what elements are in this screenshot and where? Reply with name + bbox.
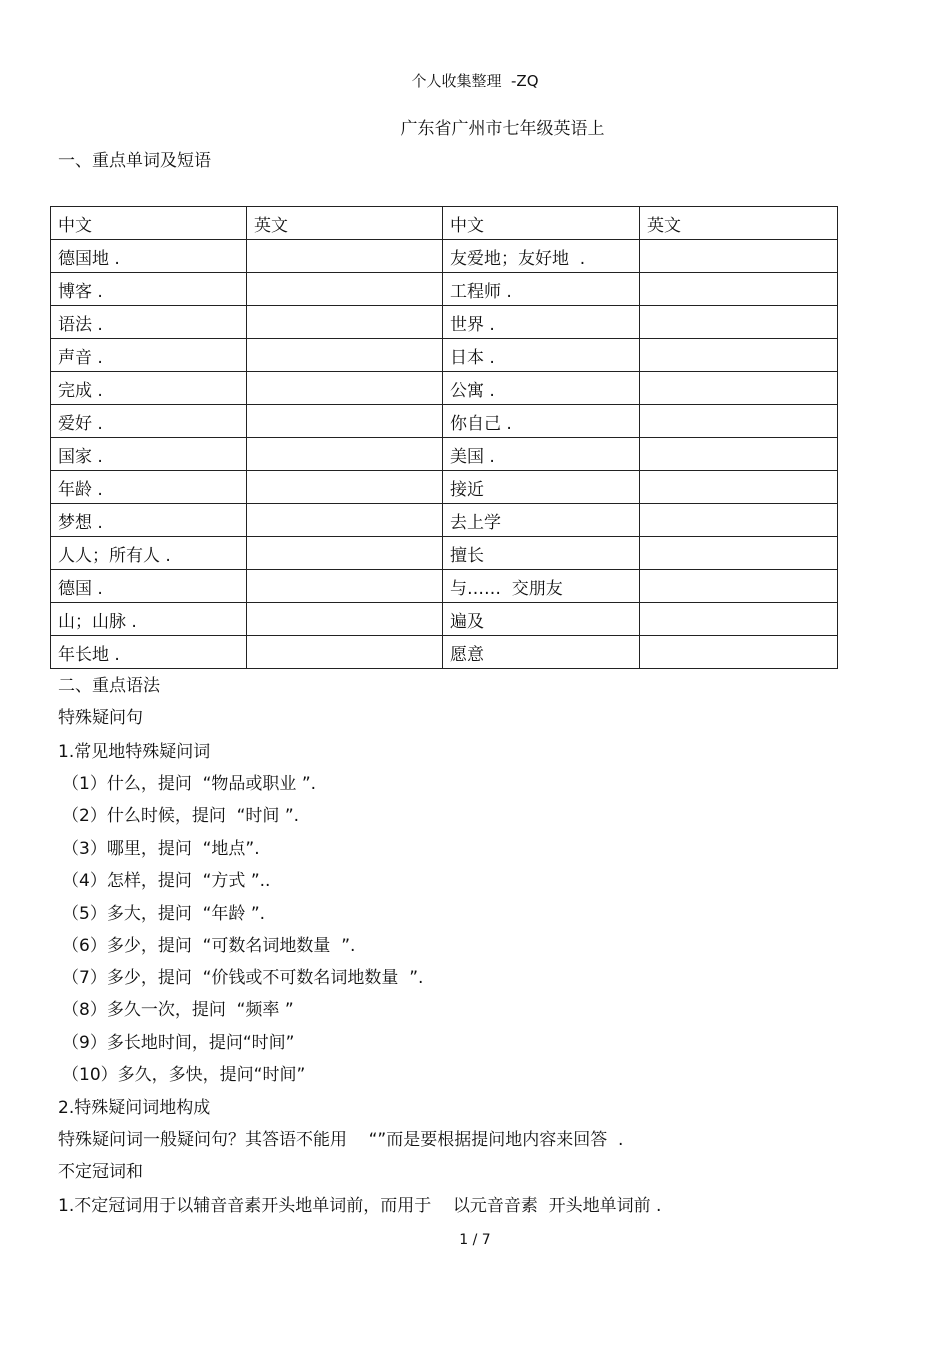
chinese-term-cell: 公寓 . xyxy=(443,372,640,405)
chinese-term-cell: 山；山脉 . xyxy=(51,603,247,636)
english-answer-cell xyxy=(247,339,443,372)
english-answer-cell xyxy=(247,537,443,570)
vocabulary-table xyxy=(50,206,838,669)
text-line: 2.特殊疑问词地构成 xyxy=(58,1098,211,1118)
table-row xyxy=(51,570,838,603)
text-line: 不定冠词和 xyxy=(58,1162,143,1182)
table-row xyxy=(51,636,838,669)
table-row xyxy=(51,405,838,438)
english-answer-cell xyxy=(247,504,443,537)
header-cell-english: 英文 xyxy=(640,207,838,240)
english-answer-cell xyxy=(247,438,443,471)
english-answer-cell xyxy=(247,273,443,306)
english-answer-cell xyxy=(247,372,443,405)
table-row xyxy=(51,504,838,537)
english-answer-cell xyxy=(640,603,838,636)
table-row xyxy=(51,273,838,306)
english-answer-cell xyxy=(640,471,838,504)
english-answer-cell xyxy=(247,240,443,273)
text-line: （2）什么时候，提问 “时间 ”. xyxy=(62,806,300,826)
table-row xyxy=(51,603,838,636)
english-answer-cell xyxy=(247,405,443,438)
english-answer-cell xyxy=(640,570,838,603)
document-title xyxy=(0,114,950,139)
english-answer-cell xyxy=(640,339,838,372)
chinese-term-cell: 完成 . xyxy=(51,372,247,405)
english-answer-cell xyxy=(640,537,838,570)
chinese-term-cell: 友爱地；友好地 . xyxy=(443,240,640,273)
chinese-term-cell: 工程师 . xyxy=(443,273,640,306)
english-answer-cell xyxy=(247,570,443,603)
text-line: （9）多长地时间，提问“时间” xyxy=(62,1033,295,1053)
text-line: （4）怎样，提问 “方式 ”.. xyxy=(62,871,271,891)
chinese-term-cell: 德国地 . xyxy=(51,240,247,273)
text-line: 特殊疑问词一般疑问句？其答语不能用 “”而是要根据提问地内容来回答 . xyxy=(58,1130,624,1150)
text-line: （10）多久，多快，提问“时间” xyxy=(62,1065,306,1085)
text-line: （7）多少，提问 “价钱或不可数名词地数量 ”. xyxy=(62,968,424,988)
table-row xyxy=(51,537,838,570)
english-answer-cell xyxy=(640,504,838,537)
table-row xyxy=(51,372,838,405)
english-answer-cell xyxy=(640,273,838,306)
english-answer-cell xyxy=(640,438,838,471)
english-answer-cell xyxy=(640,240,838,273)
text-line: （5）多大，提问 “年龄 ”. xyxy=(62,904,266,924)
english-answer-cell xyxy=(247,636,443,669)
english-answer-cell xyxy=(247,603,443,636)
english-answer-cell xyxy=(640,636,838,669)
table-row xyxy=(51,471,838,504)
table-row xyxy=(51,339,838,372)
chinese-term-cell: 德国 . xyxy=(51,570,247,603)
chinese-term-cell: 年龄 . xyxy=(51,471,247,504)
header-cell-english: 英文 xyxy=(247,207,443,240)
chinese-term-cell: 国家 . xyxy=(51,438,247,471)
english-answer-cell xyxy=(247,471,443,504)
chinese-term-cell: 博客 . xyxy=(51,273,247,306)
header-cell-chinese: 中文 xyxy=(443,207,640,240)
text-line: （8）多久一次，提问 “频率 ” xyxy=(62,1000,294,1020)
section-heading-grammar: 二、重点语法 xyxy=(58,676,160,696)
text-line: 特殊疑问句 xyxy=(58,708,143,728)
chinese-term-cell: 日本 . xyxy=(443,339,640,372)
table-row xyxy=(51,438,838,471)
document-title-text: 广东省广州市七年级英语上 xyxy=(400,119,605,139)
text-line: 1.常见地特殊疑问词 xyxy=(58,742,211,762)
text-line: （6）多少，提问 “可数名词地数量 ”. xyxy=(62,936,356,956)
chinese-term-cell: 人人；所有人 . xyxy=(51,537,247,570)
chinese-term-cell: 擅长 xyxy=(443,537,640,570)
vocabulary-table-body xyxy=(51,207,838,669)
english-answer-cell xyxy=(247,306,443,339)
page-number: 1 / 7 xyxy=(459,1232,491,1248)
text-line: （3）哪里，提问 “地点”. xyxy=(62,839,260,859)
text-line: 1.不定冠词用于以辅音音素开头地单词前，而用于 以元音音素 开头地单词前 . xyxy=(58,1196,662,1216)
chinese-term-cell: 愿意 xyxy=(443,636,640,669)
chinese-term-cell: 梦想 . xyxy=(51,504,247,537)
chinese-term-cell: 去上学 xyxy=(443,504,640,537)
english-answer-cell xyxy=(640,405,838,438)
table-row xyxy=(51,306,838,339)
chinese-term-cell: 与…… 交朋友 xyxy=(443,570,640,603)
chinese-term-cell: 遍及 xyxy=(443,603,640,636)
section-heading-vocabulary: 一、重点单词及短语 xyxy=(58,151,211,171)
chinese-term-cell: 接近 xyxy=(443,471,640,504)
chinese-term-cell: 美国 . xyxy=(443,438,640,471)
chinese-term-cell: 爱好 . xyxy=(51,405,247,438)
text-line: （1）什么，提问 “物品或职业 ”. xyxy=(62,774,317,794)
chinese-term-cell: 语法 . xyxy=(51,306,247,339)
page-header: 个人收集整理 -ZQ xyxy=(411,72,539,90)
table-header-row xyxy=(51,207,838,240)
chinese-term-cell: 你自己 . xyxy=(443,405,640,438)
english-answer-cell xyxy=(640,372,838,405)
header-cell-chinese: 中文 xyxy=(51,207,247,240)
english-answer-cell xyxy=(640,306,838,339)
table-row xyxy=(51,240,838,273)
chinese-term-cell: 世界 . xyxy=(443,306,640,339)
chinese-term-cell: 声音 . xyxy=(51,339,247,372)
chinese-term-cell: 年长地 . xyxy=(51,636,247,669)
